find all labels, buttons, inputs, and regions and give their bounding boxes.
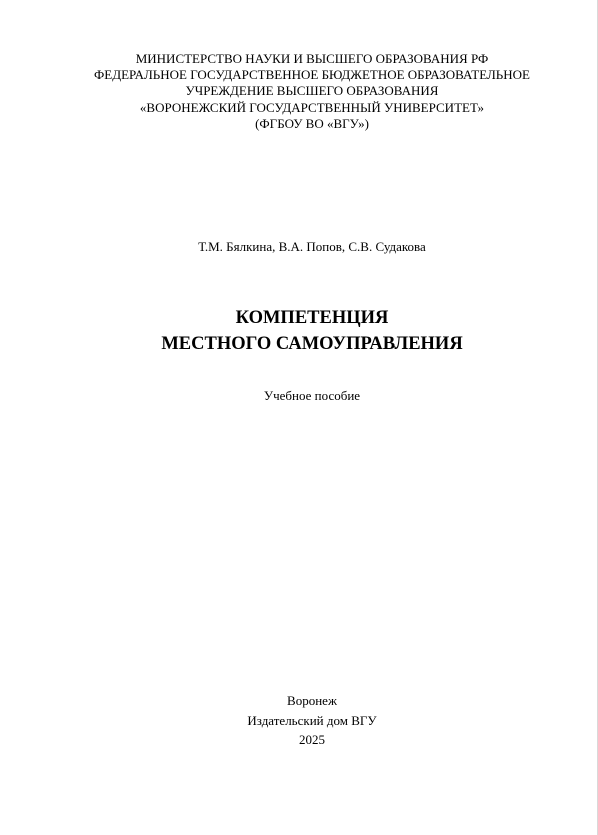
imprint-year: 2025	[299, 732, 325, 747]
header-line-institution: УЧРЕЖДЕНИЕ ВЫСШЕГО ОБРАЗОВАНИЯ	[185, 83, 439, 99]
ministry-header	[0, 51, 598, 132]
header-line-ministry: МИНИСТЕРСТВО НАУКИ И ВЫСШЕГО ОБРАЗОВАНИЯ РФ	[135, 51, 489, 66]
header-line-federal: ФЕДЕРАЛЬНОЕ ГОСУДАРСТВЕННОЕ БЮДЖЕТНОЕ ОБРАЗОВАТЕЛЬНОЕ	[94, 67, 530, 83]
header-line-university: «ВОРОНЕЖСКИЙ ГОСУДАРСТВЕННЫЙ УНИВЕРСИТЕТ»	[139, 99, 485, 115]
title-line-2: МЕСТНОГО САМОУПРАВЛЕНИЯ	[161, 334, 463, 354]
authors-line: Т.М. Бялкина, В.А. Попов, С.В. Судакова	[198, 239, 426, 254]
book-title	[0, 305, 598, 357]
imprint-footer	[0, 691, 598, 750]
header-line-abbreviation: (ФГБОУ ВО «ВГУ»)	[255, 115, 369, 131]
imprint-city: Воронеж	[287, 693, 337, 708]
imprint-publisher: Издательский дом ВГУ	[247, 712, 377, 728]
title-line-1: КОМПЕТЕНЦИЯ	[235, 308, 389, 328]
book-subtitle: Учебное пособие	[263, 388, 361, 403]
